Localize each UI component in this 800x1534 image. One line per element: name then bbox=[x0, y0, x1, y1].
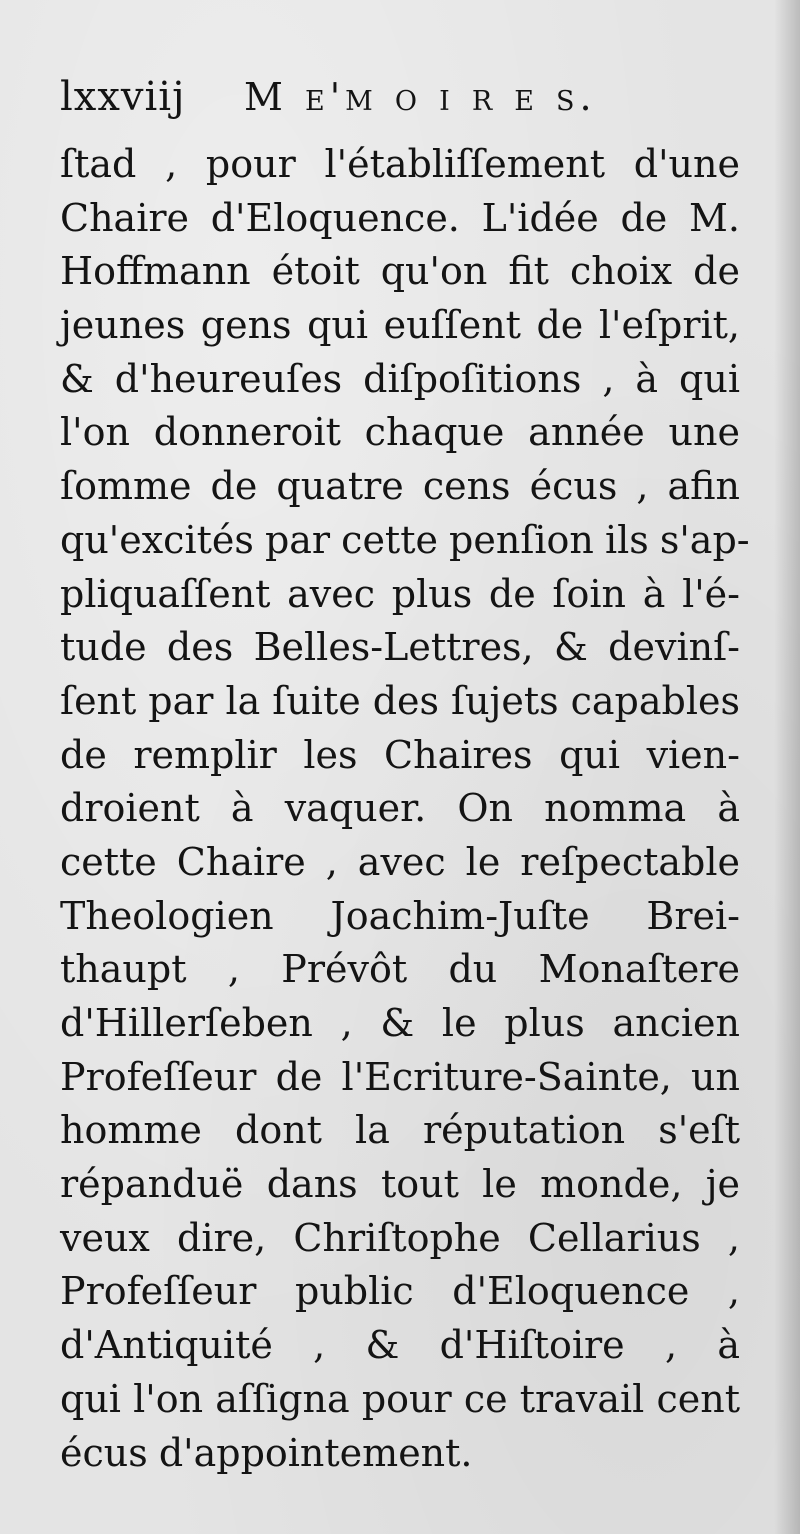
page-header bbox=[60, 62, 740, 132]
text-line: Profeſſeur de l'Ecriture-Sainte, un bbox=[60, 1054, 740, 1099]
text-line: homme dont la réputation s'eſt bbox=[60, 1108, 740, 1153]
body-text bbox=[60, 138, 750, 1480]
text-line: pliquaſſent avec plus de ſoin à l'é- bbox=[60, 571, 740, 616]
text-line: tude des Belles-Lettres, & devinſ- bbox=[60, 625, 740, 670]
text-line: cette Chaire , avec le reſpectable bbox=[60, 839, 740, 884]
text-line: thaupt , Prévôt du Monaſtere bbox=[60, 947, 740, 992]
page-edge-shadow bbox=[774, 0, 800, 1534]
text-line: droient à vaquer. On nomma à bbox=[60, 786, 740, 831]
text-line: l'on donneroit chaque année une bbox=[60, 410, 740, 455]
text-line: qu'excités par cette penſion ils s'ap- bbox=[60, 517, 750, 562]
text-line: qui l'on aſſigna pour ce travail cent bbox=[60, 1376, 740, 1421]
text-line: veux dire, Chriſtophe Cellarius , bbox=[60, 1215, 740, 1260]
text-line: d'Hillerſeben , & le plus ancien bbox=[60, 1001, 740, 1045]
text-line: & d'heureuſes diſpoſitions , à qui bbox=[60, 356, 740, 401]
text-line: écus d'appointement. bbox=[60, 1430, 473, 1475]
text-line: de remplir les Chaires qui vien- bbox=[60, 732, 740, 777]
text-line: ſent par la ſuite des ſujets capables bbox=[60, 678, 740, 723]
text-line: Chaire d'Eloquence. L'idée de M. bbox=[60, 195, 740, 240]
text-line: répanduë dans tout le monde, je bbox=[60, 1162, 740, 1207]
text-line: ſtad , pour l'établiſſement d'une bbox=[60, 142, 740, 186]
text-line: Theologien Joachim-Juſte Brei- bbox=[60, 893, 740, 938]
page-number: lxxviij bbox=[60, 74, 186, 120]
text-line: jeunes gens qui euſſent de l'eſprit, bbox=[60, 303, 740, 348]
running-title: M e'm o i r e s. bbox=[244, 75, 597, 119]
text-line: Profeſſeur public d'Eloquence , bbox=[60, 1269, 740, 1314]
text-line: d'Antiquité , & d'Hiſtoire , à bbox=[60, 1323, 740, 1368]
text-line: Hoffmann étoit qu'on fit choix de bbox=[60, 249, 740, 294]
text-line: ſomme de quatre cens écus , afin bbox=[60, 464, 740, 509]
